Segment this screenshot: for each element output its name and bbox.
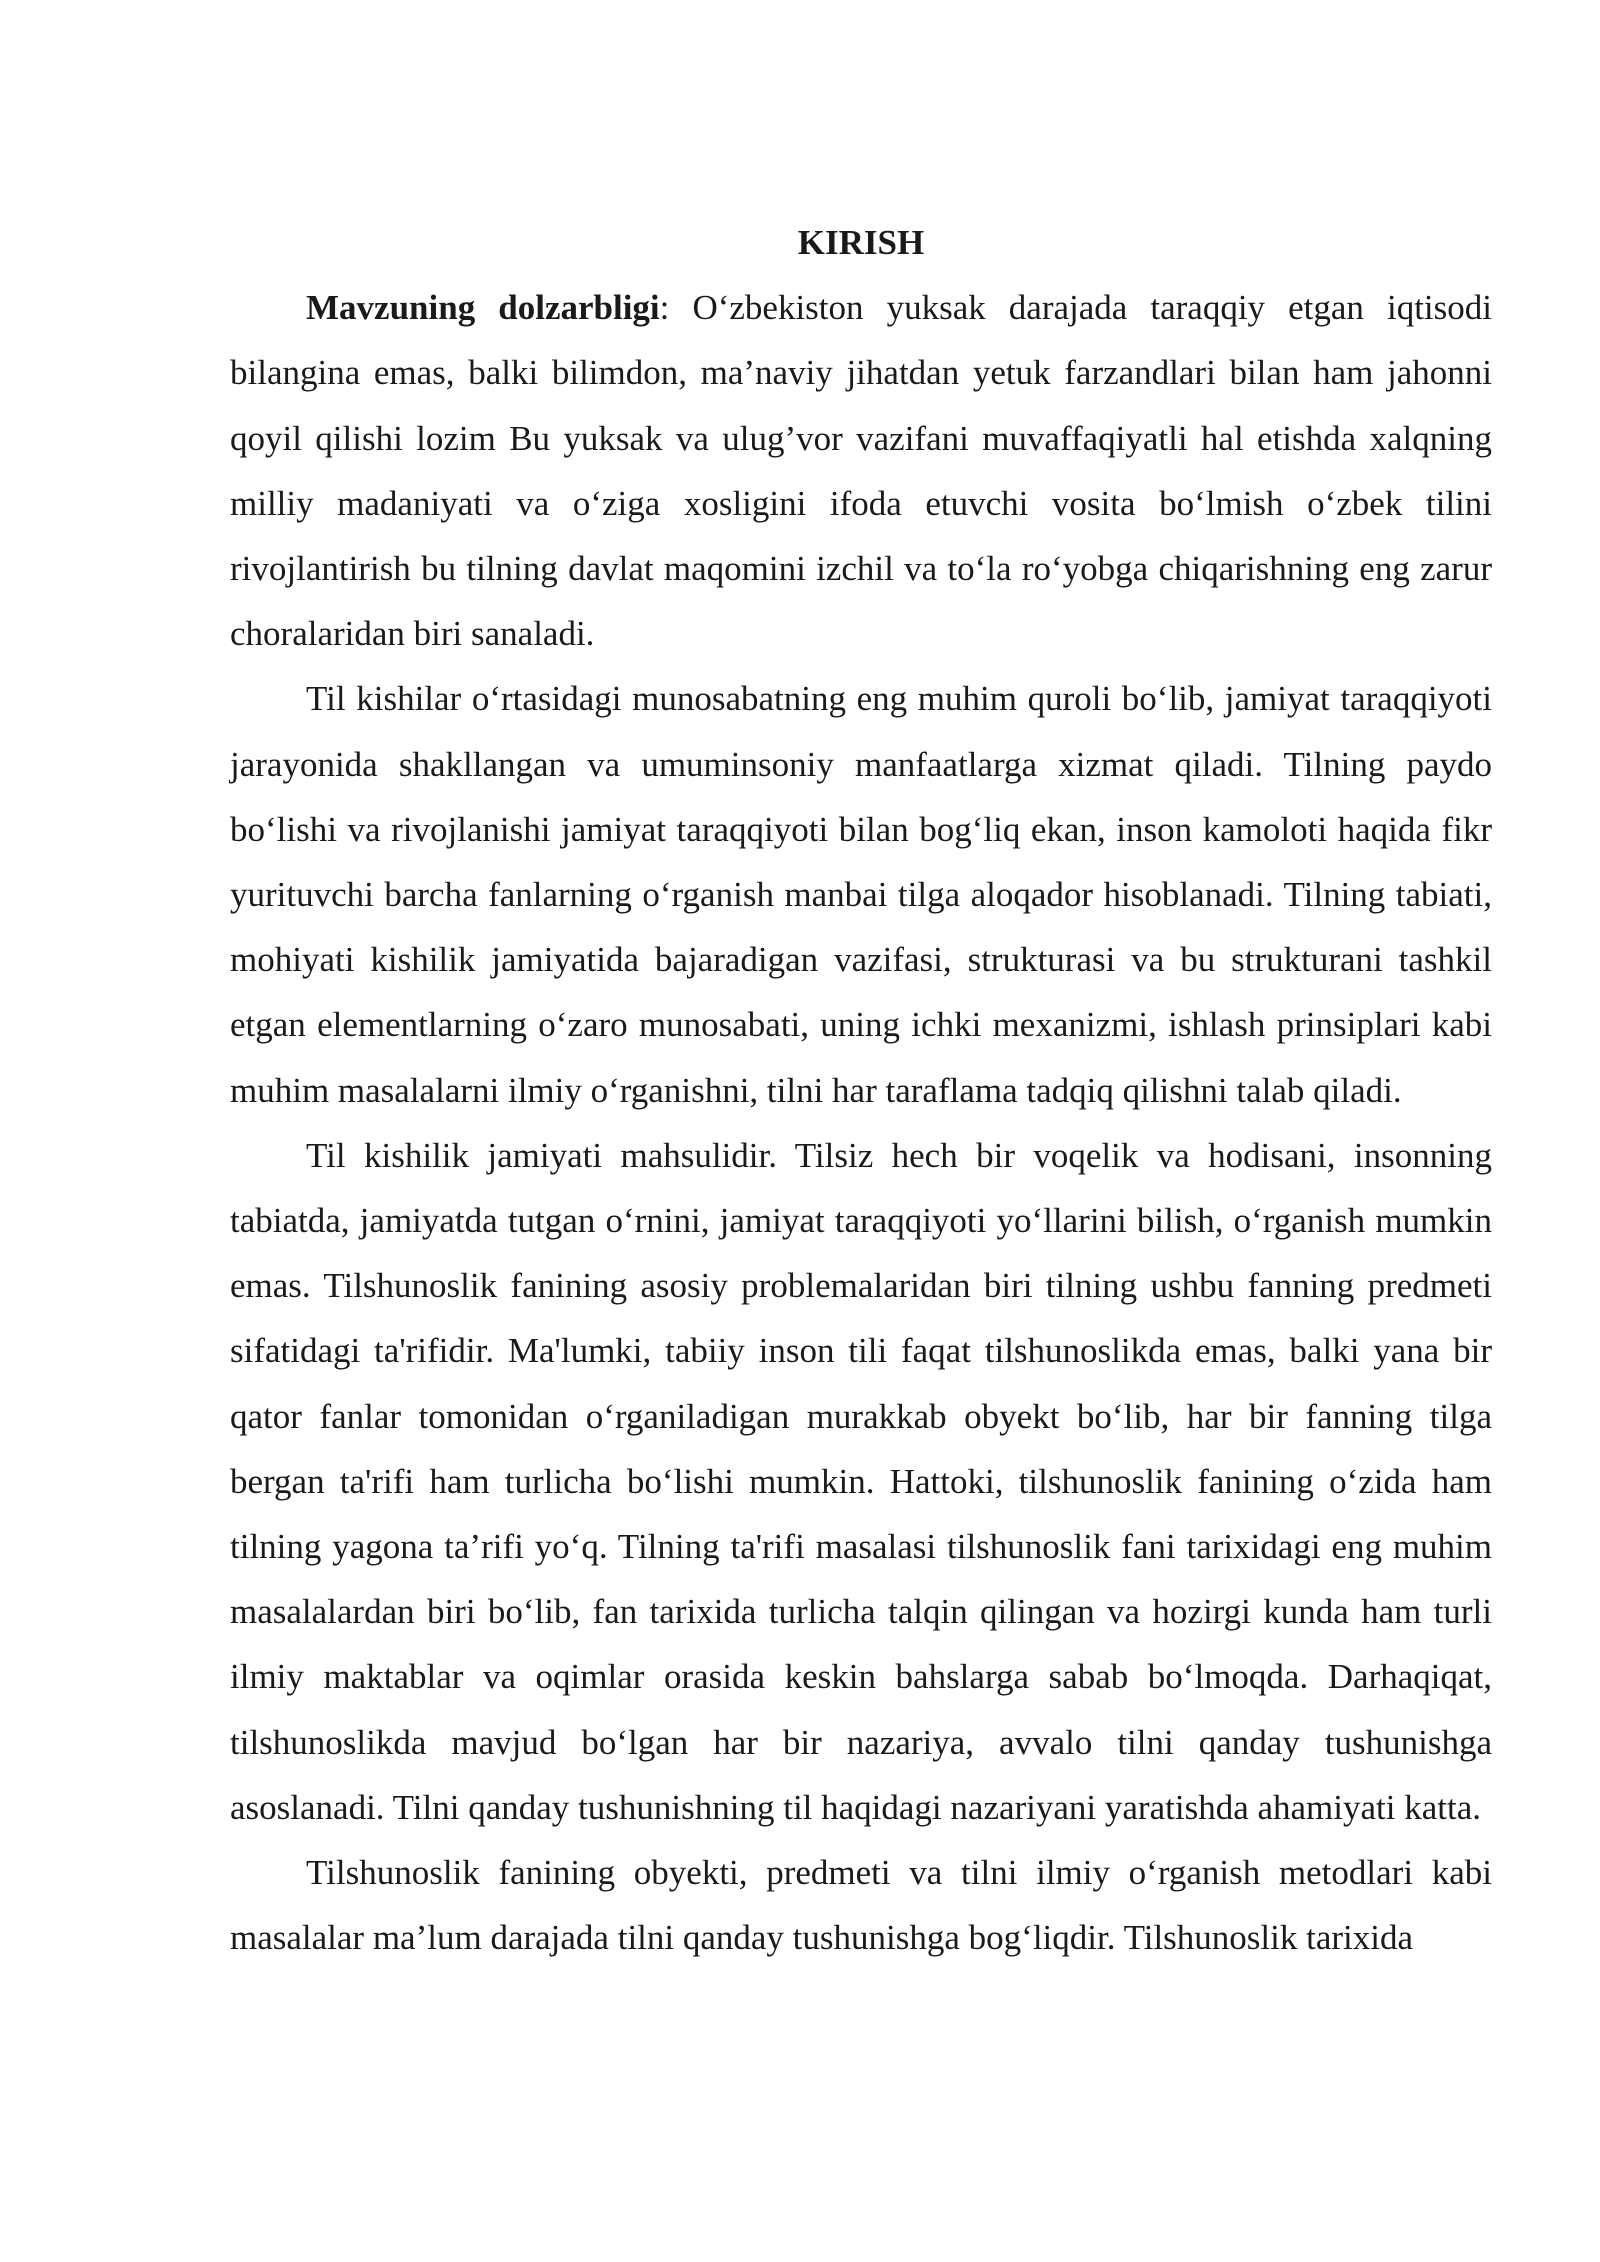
document-title: KIRISH <box>797 223 925 262</box>
paragraph-linguistics-object: Tilshunoslik fanining obyekti, predmeti va tilni ilmiy o‘rganish metodlari kabi masalalar ma’lum darajada tilni qanday tushunishga bog‘liqdir. Tilshunoslik tarixida <box>230 1853 1492 1958</box>
paragraph-relevance-text: : O‘zbekiston yuksak darajada taraqqiy etgan iqtisodi bilangina emas, balki bilimdon, ma’naviy jihatdan yetuk farzandlari bilan ham jahonni qoyil qilishi lozim Bu yuksak va ulug’vor vazifani muvaffaqiyatli hal etishda xalqning milliy madaniyati va o‘ziga xosligini ifoda etuvchi vosita bo‘lmish o‘zbek tilini rivojlantirish bu tilning davlat maqomini izchil va to‘la ro‘yobga chiqarishning eng zarur choralaridan biri sanaladi. <box>230 288 1492 654</box>
document-page <box>230 210 1492 1970</box>
paragraph-relevance <box>230 275 1492 666</box>
relevance-heading: Mavzuning dolzarbligi <box>306 288 660 328</box>
paragraph-language-role: Til kishilar o‘rtasidagi munosabatning eng muhim quroli bo‘lib, jamiyat taraqqiyoti jarayonida shakllangan va umuminsoniy manfaatlarga xizmat qiladi. Tilning paydo bo‘lishi va rivojlanishi jamiyat taraqqiyoti bilan bog‘liq ekan, inson kamoloti haqida fikr yurituvchi barcha fanlarning o‘rganish manbai tilga aloqador hisoblanadi. Tilning tabiati, mohiyati kishilik jamiyatida bajaradigan vazifasi, strukturasi va bu strukturani tashkil etgan elementlarning o‘zaro munosabati, uning ichki mexanizmi, ishlash prinsiplari kabi muhim masalalarni ilmiy o‘rganishni, tilni har taraflama tadqiq qilishni talab qiladi. <box>230 679 1492 1110</box>
paragraph-language-society: Til kishilik jamiyati mahsulidir. Tilsiz hech bir voqelik va hodisani, insonning tabiatda, jamiyatda tutgan o‘rnini, jamiyat taraqqiyoti yo‘llarini bilish, o‘rganish mumkin emas. Tilshunoslik fanining asosiy problemalaridan biri tilning ushbu fanning predmeti sifatidagi ta'rifidir. Ma'lumki, tabiiy inson tili faqat tilshunoslikda emas, balki yana bir qator fanlar tomonidan o‘rganiladigan murakkab obyekt bo‘lib, har bir fanning tilga bergan ta'rifi ham turlicha bo‘lishi mumkin. Hattoki, tilshunoslik fanining o‘zida ham tilning yagona ta’rifi yo‘q. Tilning ta'rifi masalasi tilshunoslik fani tarixidagi eng muhim masalalardan biri bo‘lib, fan tarixida turlicha talqin qilingan va hozirgi kunda ham turli ilmiy maktablar va oqimlar orasida keskin bahslarga sabab bo‘lmoqda. Darhaqiqat, tilshunoslikda mavjud bo‘lgan har bir nazariya, avvalo tilni qanday tushunishga asoslanadi. Tilni qanday tushunishning til haqidagi nazariyani yaratishda ahamiyati katta. <box>230 1135 1492 1827</box>
